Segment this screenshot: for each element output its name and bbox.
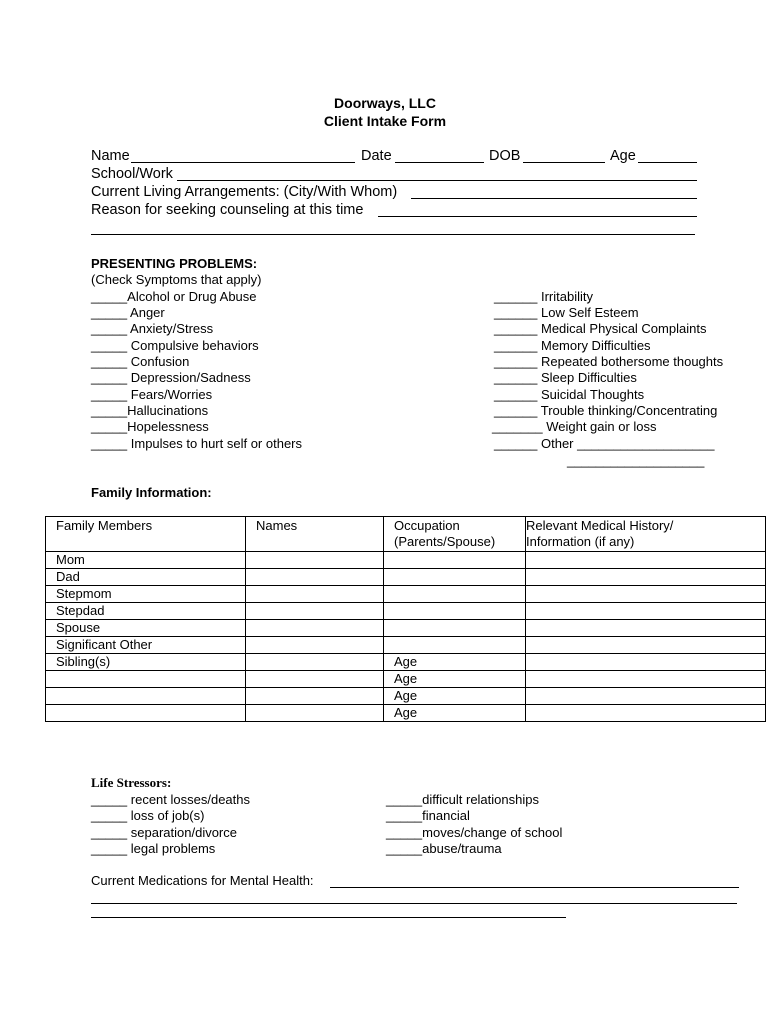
name-cell[interactable] [246,586,384,603]
stressor-item[interactable]: _____ loss of job(s) [91,808,205,823]
member-cell: Spouse [46,620,246,637]
symptom-item[interactable]: _____ Compulsive behaviors [91,338,259,353]
member-cell: Sibling(s) [46,654,246,671]
occupation-cell[interactable] [384,620,526,637]
occupation-cell[interactable] [384,552,526,569]
symptom-item[interactable]: ______ Trouble thinking/Concentrating [494,403,718,418]
symptom-item[interactable]: _____ Depression/Sadness [91,370,251,385]
dob-field[interactable] [523,162,605,163]
age-field[interactable] [638,162,697,163]
history-cell[interactable] [526,688,766,705]
name-cell[interactable] [246,569,384,586]
occupation-cell[interactable]: Age [384,705,526,722]
table-row [46,671,766,688]
symptom-item[interactable]: ______ Irritability [494,289,593,304]
symptom-item[interactable]: _____ Fears/Worries [91,387,213,402]
history-cell[interactable] [526,586,766,603]
name-label: Name [91,148,130,164]
column-header: Occupation (Parents/Spouse) [384,517,526,552]
stressor-item[interactable]: _____abuse/trauma [386,841,502,856]
family-table-header [46,517,766,552]
column-header: Names [246,517,384,552]
date-field[interactable] [395,162,484,163]
symptom-item[interactable]: ______ Memory Difficulties [494,338,651,353]
occupation-cell[interactable]: Age [384,688,526,705]
column-header: Family Members [46,517,246,552]
history-cell[interactable] [526,654,766,671]
symptom-item[interactable]: _____Hallucinations [91,403,209,418]
living-arrangements-field[interactable] [411,198,697,199]
member-cell: Stepdad [46,603,246,620]
name-cell[interactable] [246,637,384,654]
stressor-item[interactable]: _____ legal problems [91,841,216,856]
reason-field[interactable] [378,216,697,217]
name-cell[interactable] [246,552,384,569]
symptom-item[interactable]: ______ Suicidal Thoughts [494,387,645,402]
table-row [46,603,766,620]
occupation-cell[interactable] [384,603,526,620]
stressor-item[interactable]: _____ recent losses/deaths [91,792,250,807]
stressor-item[interactable]: _____financial [386,808,470,823]
member-cell: Mom [46,552,246,569]
member-cell: Stepmom [46,586,246,603]
occupation-cell[interactable]: Age [384,654,526,671]
stressor-item[interactable]: _____moves/change of school [386,825,563,840]
column-header: Relevant Medical History/ Information (if any) [526,517,766,552]
occupation-cell[interactable] [384,586,526,603]
date-label: Date [361,148,392,164]
name-cell[interactable] [246,620,384,637]
school-work-field[interactable] [177,180,697,181]
symptom-item[interactable]: _____ Anxiety/Stress [91,321,214,336]
occupation-cell[interactable]: Age [384,671,526,688]
table-row [46,586,766,603]
symptom-item[interactable]: ______ Low Self Esteem [494,305,639,320]
symptom-item[interactable]: _____ Anger [91,305,165,320]
table-row [46,620,766,637]
symptom-item[interactable]: ______ Sleep Difficulties [494,370,637,385]
history-cell[interactable] [526,603,766,620]
symptom-item[interactable]: _____Alcohol or Drug Abuse [91,289,257,304]
member-cell: Dad [46,569,246,586]
member-cell[interactable] [46,705,246,722]
stressor-item[interactable]: _____ separation/divorce [91,825,237,840]
age-label: Age [610,148,636,164]
presenting-problems-instruction: (Check Symptoms that apply) [91,272,262,287]
name-cell[interactable] [246,671,384,688]
form-title: Client Intake Form [323,113,447,129]
occupation-cell[interactable] [384,569,526,586]
medications-field-line-3[interactable] [91,917,566,918]
school-work-label: School/Work [91,166,173,182]
name-cell[interactable] [246,654,384,671]
symptom-item[interactable]: _____ Confusion [91,354,190,369]
table-row [46,637,766,654]
member-cell[interactable] [46,688,246,705]
family-table [45,516,766,722]
company-name: Doorways, LLC [334,95,436,111]
living-arrangements-label: Current Living Arrangements: (City/With Whom) [91,184,398,200]
symptom-item[interactable]: _____ Impulses to hurt self or others [91,436,303,451]
medications-label: Current Medications for Mental Health: [91,873,314,888]
table-row [46,552,766,569]
table-row [46,569,766,586]
other-extra-line[interactable]: ___________________ [567,453,705,468]
medications-field[interactable] [330,887,739,888]
reason-field-line-2[interactable] [91,234,695,235]
dob-label: DOB [489,148,521,164]
history-cell[interactable] [526,671,766,688]
presenting-problems-heading: PRESENTING PROBLEMS: [91,256,258,271]
history-cell[interactable] [526,637,766,654]
symptom-item[interactable]: _______ Weight gain or loss [492,419,657,434]
stressor-item[interactable]: _____difficult relationships [386,792,539,807]
reason-label: Reason for seeking counseling at this time [91,202,364,218]
symptom-item[interactable]: ______ Repeated bothersome thoughts [494,354,724,369]
occupation-cell[interactable] [384,637,526,654]
name-cell[interactable] [246,705,384,722]
symptom-item-other[interactable]: ______ Other ___________________ [494,436,715,451]
name-field[interactable] [131,162,355,163]
table-row [46,688,766,705]
name-cell[interactable] [246,688,384,705]
member-cell: Significant Other [46,637,246,654]
history-cell[interactable] [526,569,766,586]
symptom-item[interactable]: ______ Medical Physical Complaints [494,321,707,336]
family-info-heading: Family Information: [91,485,212,500]
history-cell[interactable] [526,552,766,569]
history-cell[interactable] [526,620,766,637]
table-row [46,705,766,722]
name-cell[interactable] [246,603,384,620]
member-cell[interactable] [46,671,246,688]
history-cell[interactable] [526,705,766,722]
life-stressors-heading: Life Stressors: [91,775,172,790]
table-row [46,654,766,671]
symptom-item[interactable]: _____Hopelessness [91,419,209,434]
medications-field-line-2[interactable] [91,903,737,904]
